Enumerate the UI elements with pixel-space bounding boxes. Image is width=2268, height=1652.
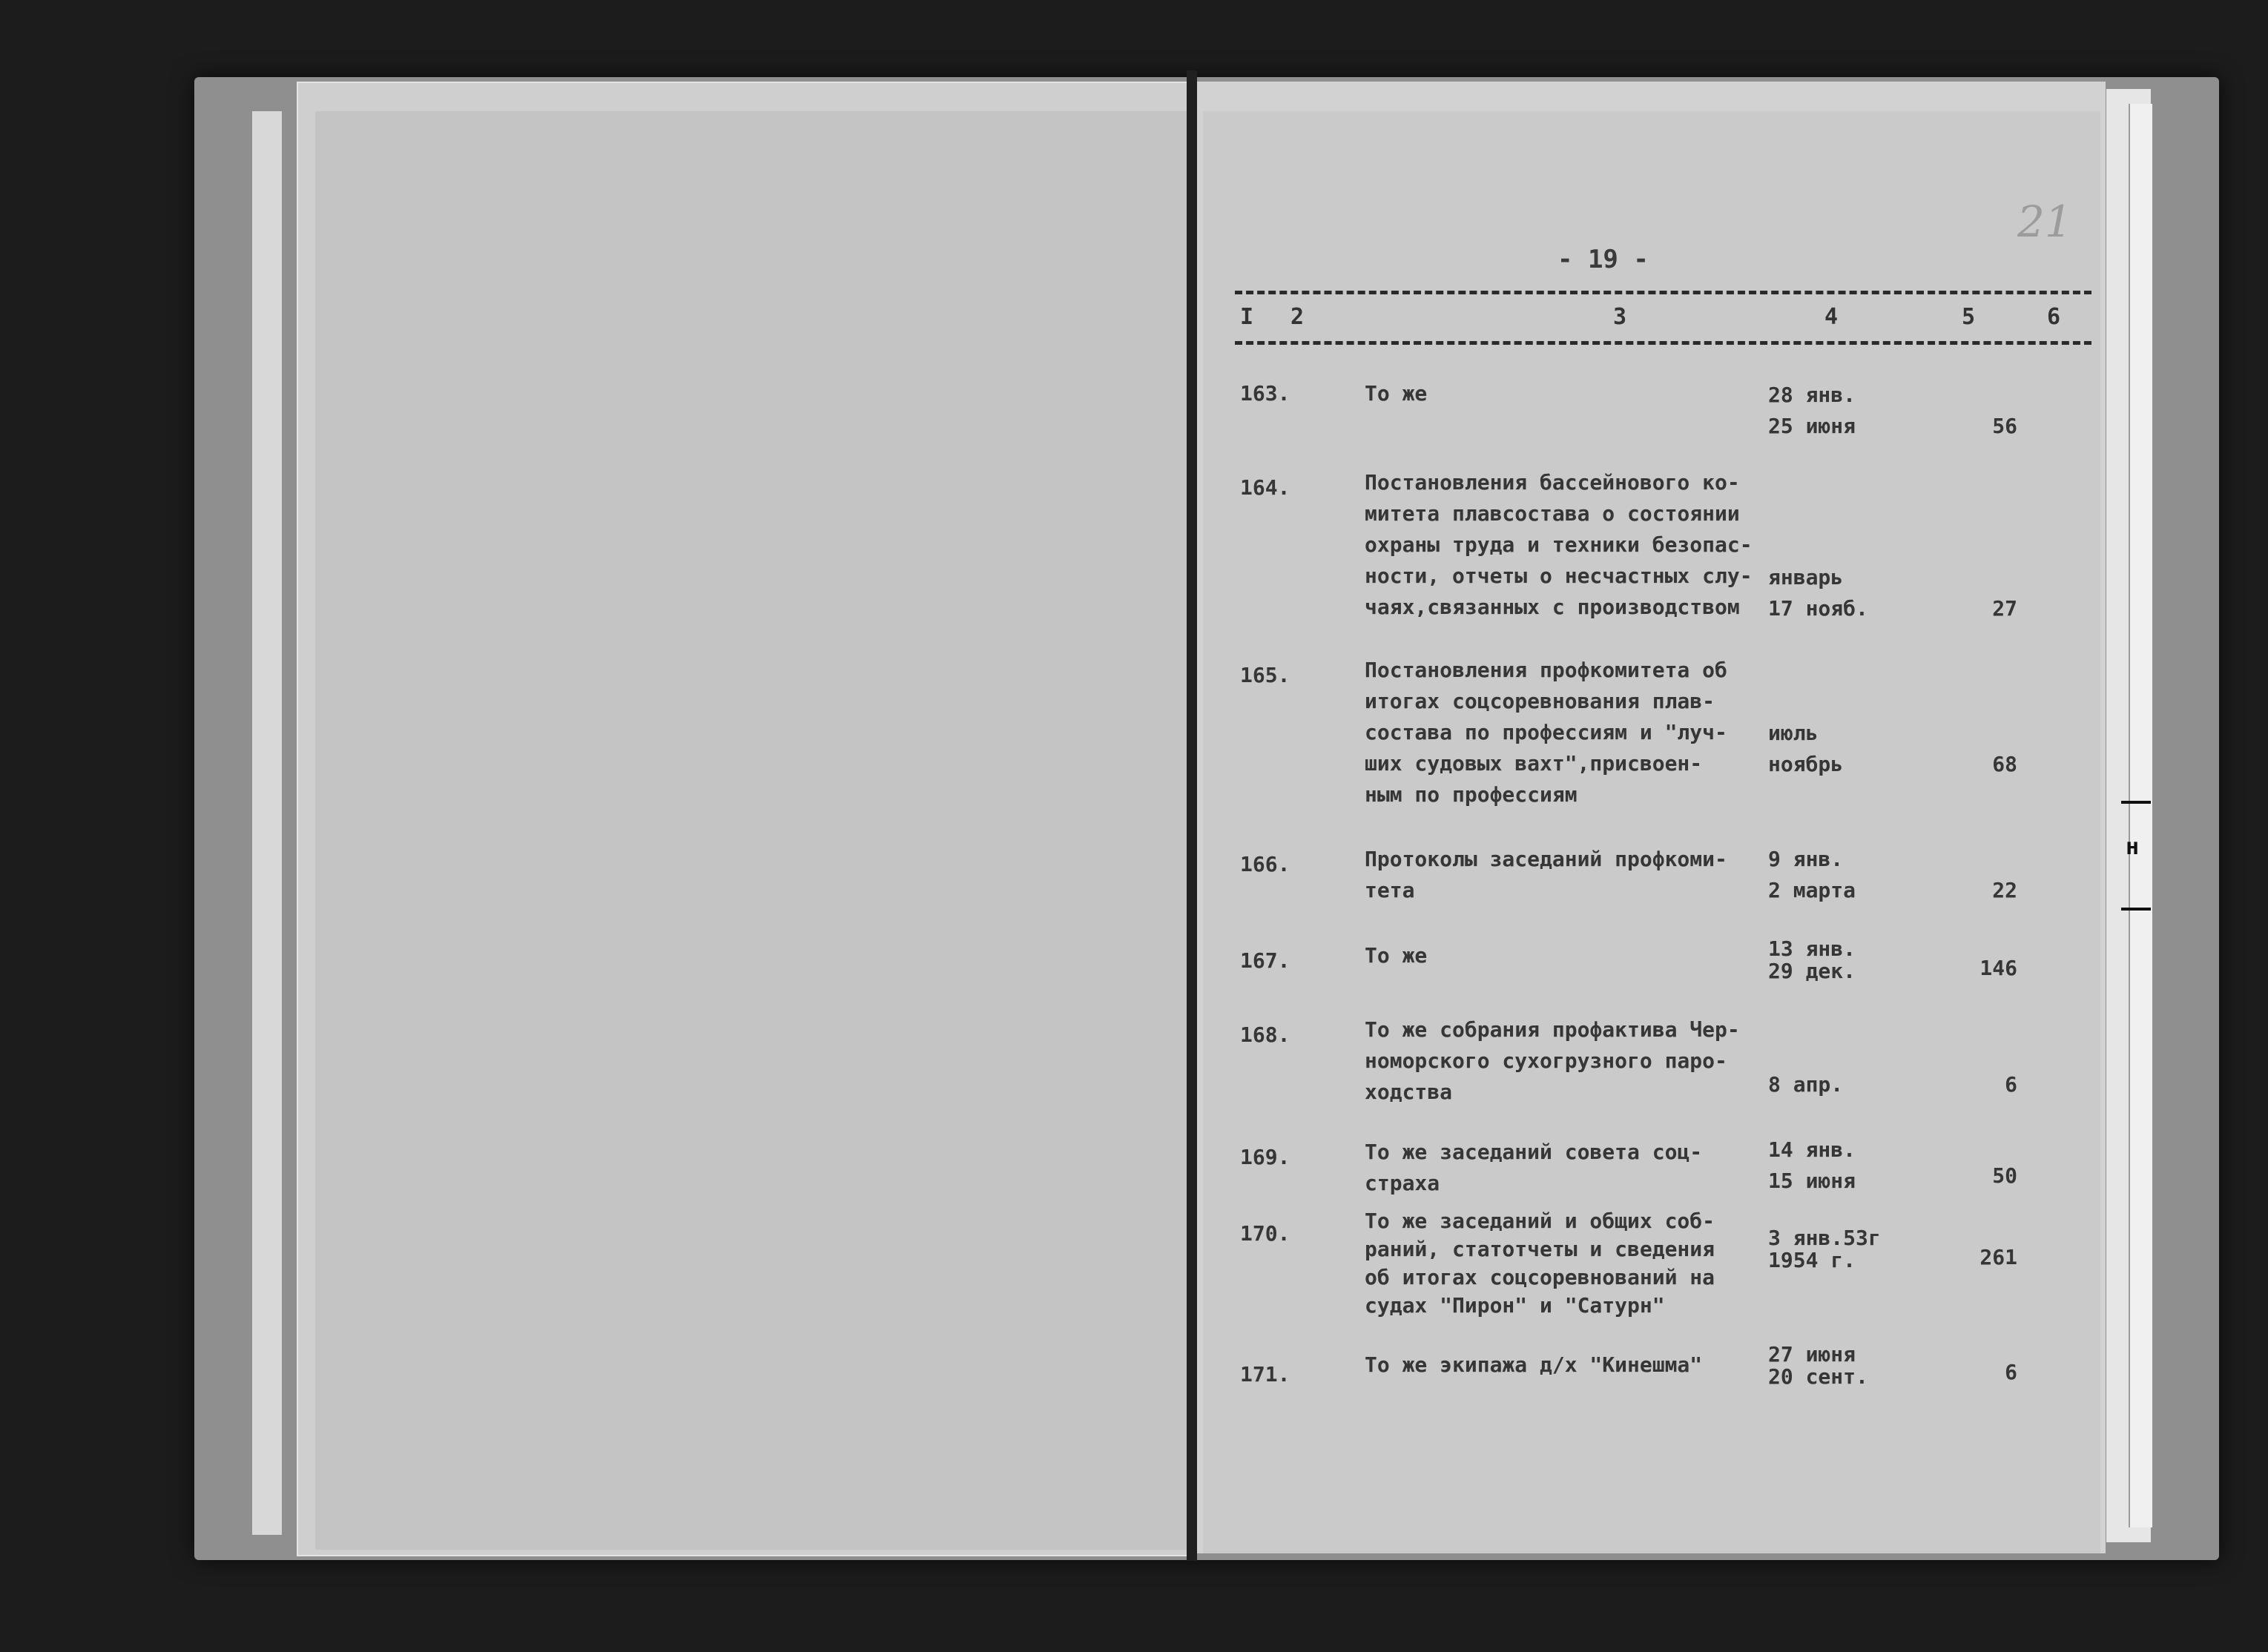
entry-description: То же экипажа д/х "Кинешма"	[1365, 1352, 1703, 1377]
entry-number: 167.	[1240, 948, 1290, 973]
entry-dates: 8 апр.	[1768, 1072, 1844, 1097]
column-header-6: 6	[2047, 304, 2061, 330]
column-header-5: 5	[1962, 304, 1976, 330]
entry-number: 165.	[1240, 663, 1290, 687]
entry-dates: 27 июня 20 сент.	[1768, 1342, 1868, 1389]
entry-count: 146	[1979, 956, 2017, 980]
entry-description: Постановления бассейнового ко- митета плавсостава о состоянии охраны труда и техники безопас- ности, отчеты о несчастных слу- чаях,связанных с производством	[1365, 470, 1753, 619]
column-header-1: I	[1240, 304, 1254, 330]
entry-description: То же заседаний и общих соб- раний, статотчеты и сведения об итогах соцсоревнований на судах "Пирон" и "Сатурн"	[1365, 1209, 1715, 1318]
book-gutter	[1187, 70, 1197, 1561]
entry-dates: 3 янв.53г 1954 г.	[1768, 1226, 1881, 1272]
entry-number: 169.	[1240, 1145, 1290, 1169]
entry-description: То же	[1365, 381, 1428, 406]
entry-count: 27	[1992, 596, 2017, 621]
entry-dates: 13 янв. 29 дек.	[1768, 936, 1856, 983]
entry-dates: 14 янв. 15 июня	[1768, 1137, 1856, 1193]
entry-number: 170.	[1240, 1221, 1290, 1246]
table-header-rule-bottom	[1235, 341, 2091, 345]
entry-number: 168.	[1240, 1022, 1290, 1047]
column-header-3: 3	[1613, 304, 1627, 330]
column-header-4: 4	[1824, 304, 1839, 330]
entry-count: 6	[2005, 1360, 2017, 1384]
entry-number: 164.	[1240, 475, 1290, 500]
entry-description: Протоколы заседаний профкоми- тета	[1365, 847, 1727, 902]
entry-description: То же собрания профактива Чер- номорского сухогрузного паро- ходства	[1365, 1017, 1740, 1104]
archive-page-number: 21	[2017, 196, 2072, 247]
entry-dates: 28 янв. 25 июня	[1768, 383, 1856, 438]
left-page-edge	[252, 111, 282, 1535]
entry-count: 56	[1992, 414, 2017, 438]
entry-description: Постановления профкомитета об итогах соцсоревнования плав- состава по профессиям и "луч- ших судовых вахт",присвоен- ным по профессиям	[1365, 658, 1727, 807]
side-tab-letter: н	[2125, 834, 2140, 860]
entry-description: То же	[1365, 943, 1428, 968]
column-header-2: 2	[1290, 304, 1305, 330]
entry-count: 22	[1992, 878, 2017, 902]
entry-count: 68	[1992, 752, 2017, 776]
page-number: - 19 -	[1557, 245, 1649, 274]
entry-number: 171.	[1240, 1362, 1290, 1387]
entry-dates: июль ноябрь	[1768, 721, 1844, 776]
entry-number: 163.	[1240, 381, 1290, 406]
entry-count: 6	[2005, 1072, 2017, 1097]
entry-dates: январь 17 нояб.	[1768, 565, 1868, 621]
entry-count: 50	[1992, 1163, 2017, 1188]
entry-dates: 9 янв. 2 марта	[1768, 847, 1856, 902]
entry-count: 261	[1979, 1245, 2017, 1269]
entry-number: 166.	[1240, 852, 1290, 876]
entry-description: То же заседаний совета соц- страха	[1365, 1140, 1703, 1195]
table-header-rule-top	[1235, 291, 2091, 294]
left-page-blank	[315, 111, 1194, 1550]
